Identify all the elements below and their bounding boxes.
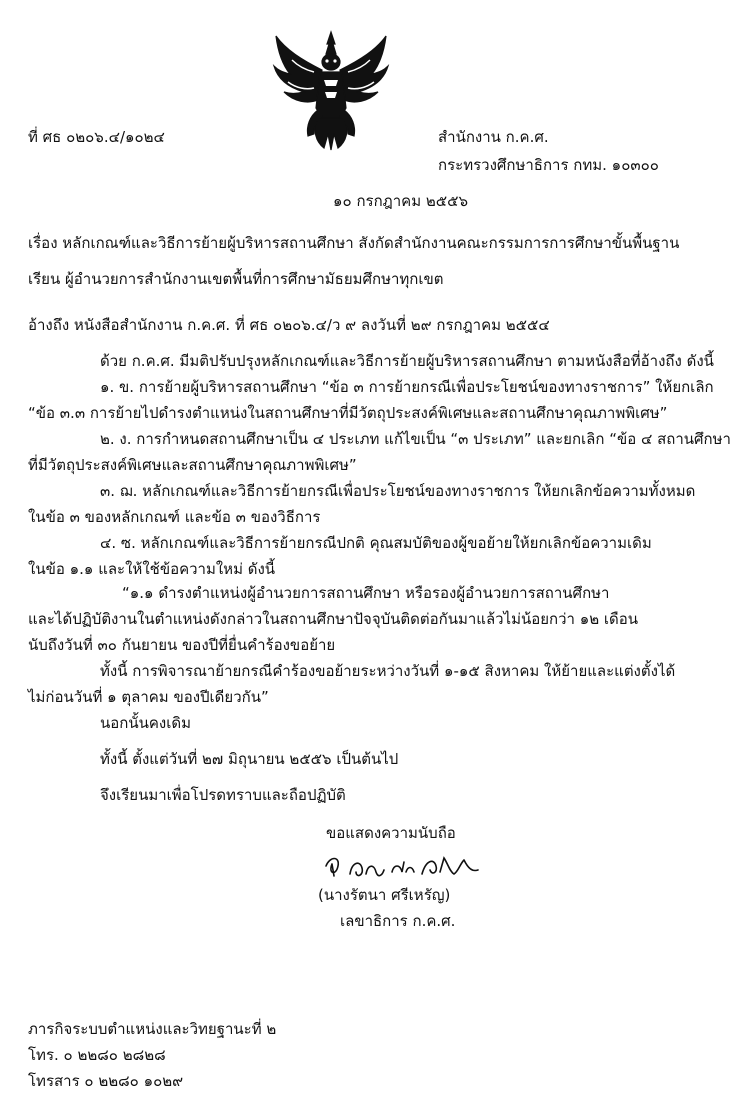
body-paragraph: ด้วย ก.ค.ศ. มีมติปรับปรุงหลักเกณฑ์และวิธีการย้ายผู้บริหารสถานศึกษา ตามหนังสือที่อ้างถึง ดังนี้ (100, 352, 714, 370)
body-paragraph: ทั้งนี้ การพิจารณาย้ายกรณีคำร้องขอย้ายระหว่างวันที่ ๑-๑๕ สิงหาคม ให้ย้ายและแต่งตั้งได้ (100, 662, 676, 680)
body-paragraph: นับถึงวันที่ ๓๐ กันยายน ของปีที่ยื่นคำร้องขอย้าย (28, 636, 336, 654)
reference-line: อ้างถึง หนังสือสำนักงาน ก.ค.ศ. ที่ ศธ ๐๒๐๖.๔/ว ๙ ลงวันที่ ๒๙ กรกฎาคม ๒๕๕๔ (28, 316, 550, 334)
garuda-emblem (272, 30, 390, 154)
body-paragraph: ไม่ก่อนวันที่ ๑ ตุลาคม ของปีเดียวกัน” (28, 688, 269, 706)
closing-regards: ขอแสดงความนับถือ (326, 824, 456, 842)
body-paragraph: “ข้อ ๓.๓ การย้ายไปดำรงตำแหน่งในสถานศึกษาที่มีวัตถุประสงค์พิเศษและสถานศึกษาคุณภาพพิเศษ” (28, 404, 668, 422)
signer-title: เลขาธิการ ก.ค.ศ. (340, 912, 456, 930)
body-paragraph: ๔. ซ. หลักเกณฑ์และวิธีการย้ายกรณีปกติ คุณสมบัติของผู้ขอย้ายให้ยกเลิกข้อความเดิม (100, 534, 652, 552)
body-paragraph: นอกนั้นคงเดิม (100, 714, 191, 732)
body-paragraph: ๑. ข. การย้ายผู้บริหารสถานศึกษา “ข้อ ๓ การย้ายกรณีเพื่อประโยชน์ของทางราชการ” ให้ยกเลิก (100, 378, 714, 396)
body-paragraph: ในข้อ ๑.๑ และให้ใช้ข้อความใหม่ ดังนี้ (28, 560, 276, 578)
body-paragraph: ทั้งนี้ ตั้งแต่วันที่ ๒๗ มิถุนายน ๒๕๕๖ เป็นต้นไป (100, 750, 399, 768)
recipient-line: เรียน ผู้อำนวยการสำนักงานเขตพื้นที่การศึกษามัธยมศึกษาทุกเขต (28, 270, 444, 288)
subject-line: เรื่อง หลักเกณฑ์และวิธีการย้ายผู้บริหารสถานศึกษา สังกัดสำนักงานคณะกรรมการการศึกษาขั้นพื้นฐาน (28, 234, 680, 252)
body-paragraph: ในข้อ ๓ ของหลักเกณฑ์ และข้อ ๓ ของวิธีการ (28, 508, 321, 526)
body-paragraph: ๒. ง. การกำหนดสถานศึกษาเป็น ๔ ประเภท แก้ไขเป็น “๓ ประเภท” และยกเลิก “ข้อ ๔ สถานศึกษา (100, 430, 731, 448)
footer-fax: โทรสาร ๐ ๒๒๘๐ ๑๐๒๙ (28, 1072, 184, 1090)
body-paragraph: จึงเรียนมาเพื่อโปรดทราบและถือปฏิบัติ (100, 786, 346, 804)
document-number: ที่ ศธ ๐๒๐๖.๔/๑๐๒๔ (28, 128, 165, 146)
footer-department: ภารกิจระบบตำแหน่งและวิทยฐานะที่ ๒ (28, 1020, 277, 1038)
office-name: สำนักงาน ก.ค.ศ. (438, 128, 549, 146)
signer-name: (นางรัตนา ศรีเหรัญ) (318, 886, 451, 904)
document-date: ๑๐ กรกฎาคม ๒๕๕๖ (333, 192, 468, 210)
body-paragraph: ที่มีวัตถุประสงค์พิเศษและสถานศึกษาคุณภาพพิเศษ” (28, 456, 357, 474)
body-paragraph: “๑.๑ ดำรงตำแหน่งผู้อำนวยการสถานศึกษา หรือรองผู้อำนวยการสถานศึกษา (122, 584, 610, 602)
signature-image (322, 850, 482, 882)
footer-phone: โทร. ๐ ๒๒๘๐ ๒๘๒๘ (28, 1046, 166, 1064)
body-paragraph: ๓. ฌ. หลักเกณฑ์และวิธีการย้ายกรณีเพื่อประโยชน์ของทางราชการ ให้ยกเลิกข้อความทั้งหมด (100, 482, 696, 500)
office-address: กระทรวงศึกษาธิการ กทม. ๑๐๓๐๐ (438, 156, 659, 174)
body-paragraph: และได้ปฏิบัติงานในตำแหน่งดังกล่าวในสถานศึกษาปัจจุบันติดต่อกันมาแล้วไม่น้อยกว่า ๑๒ เดือน (28, 610, 639, 628)
